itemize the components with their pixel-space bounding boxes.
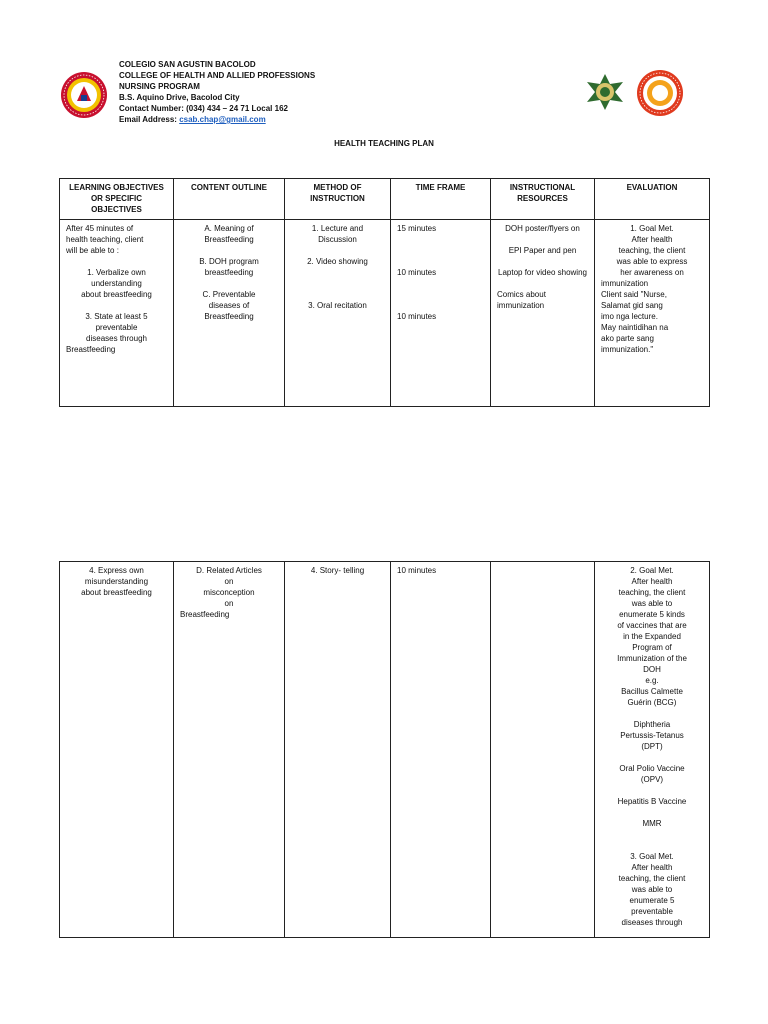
column-header-time: TIME FRAME	[391, 179, 491, 220]
evaluation-cell: 2. Goal Met. After health teaching, the client was able to enumerate 5 kinds of vaccines that are in the Expanded Program of Immunization of the DOH e.g. Bacillus Calmette Guérin (BCG) Diphtheria Pertussis-Tetanus (DPT) Oral Polio Vaccine (OPV) Hepatitis B Vaccine MMR 3. Goal Met. After health teaching, the client was able to enumerate 5 preventable diseases through	[595, 562, 710, 938]
resources-cell	[491, 562, 595, 938]
document-title: HEALTH TEACHING PLAN	[334, 139, 434, 148]
content-outline-cell: A. Meaning of Breastfeeding B. DOH program breastfeeding C. Preventable diseases of Breastfeeding	[174, 220, 285, 407]
column-header-content: CONTENT OUTLINE	[174, 179, 285, 220]
content-outline-cell: D. Related Articles on misconception on Breastfeeding	[174, 562, 285, 938]
college-seal-logo	[60, 71, 108, 119]
resources-cell: DOH poster/flyers on EPI Paper and pen Laptop for video showing Comics about immunization	[491, 220, 595, 407]
objectives-cell: After 45 minutes of health teaching, client will be able to : 1. Verbalize own understanding about breastfeeding 3. State at least 5 preventable diseases through Breastfeeding	[60, 220, 174, 407]
column-header-evaluation: EVALUATION	[595, 179, 710, 220]
teaching-plan-table-2	[59, 561, 710, 938]
program-seal-logo	[636, 69, 684, 117]
table-header-row	[60, 179, 710, 220]
school-address: B.S. Aquino Drive, Bacolod City	[119, 93, 240, 102]
column-header-resources: INSTRUCTIONAL RESOURCES	[491, 179, 595, 220]
table-row	[60, 220, 710, 407]
method-cell: 4. Story- telling	[285, 562, 391, 938]
objectives-cell: 4. Express own misunderstanding about breastfeeding	[60, 562, 174, 938]
column-header-objectives: LEARNING OBJECTIVES OR SPECIFIC OBJECTIVES	[60, 179, 174, 220]
time-frame-cell: 10 minutes	[391, 562, 491, 938]
email-link[interactable]: csab.chap@gmail.com	[179, 115, 266, 124]
email-label: Email Address:	[119, 115, 177, 124]
program-name: NURSING PROGRAM	[119, 82, 200, 91]
school-info	[119, 59, 315, 125]
contact-number: Contact Number: (034) 434 – 24 71 Local 162	[119, 104, 288, 113]
time-frame-cell: 15 minutes 10 minutes 10 minutes	[391, 220, 491, 407]
school-name: COLEGIO SAN AGUSTIN BACOLOD	[119, 60, 256, 69]
method-cell: 1. Lecture and Discussion 2. Video showing 3. Oral recitation	[285, 220, 391, 407]
document-header	[0, 0, 768, 148]
college-name: COLLEGE OF HEALTH AND ALLIED PROFESSIONS	[119, 71, 316, 80]
column-header-method: METHOD OF INSTRUCTION	[285, 179, 391, 220]
evaluation-cell: 1. Goal Met. After health teaching, the client was able to express her awareness on immunization Client said "Nurse, Salamat gid sang imo nga lecture. May naintidihan na ako parte sang immunization."	[595, 220, 710, 407]
nursing-cross-logo	[585, 72, 625, 112]
table-row	[60, 562, 710, 938]
email-line	[119, 114, 315, 125]
teaching-plan-table-1	[59, 178, 710, 407]
